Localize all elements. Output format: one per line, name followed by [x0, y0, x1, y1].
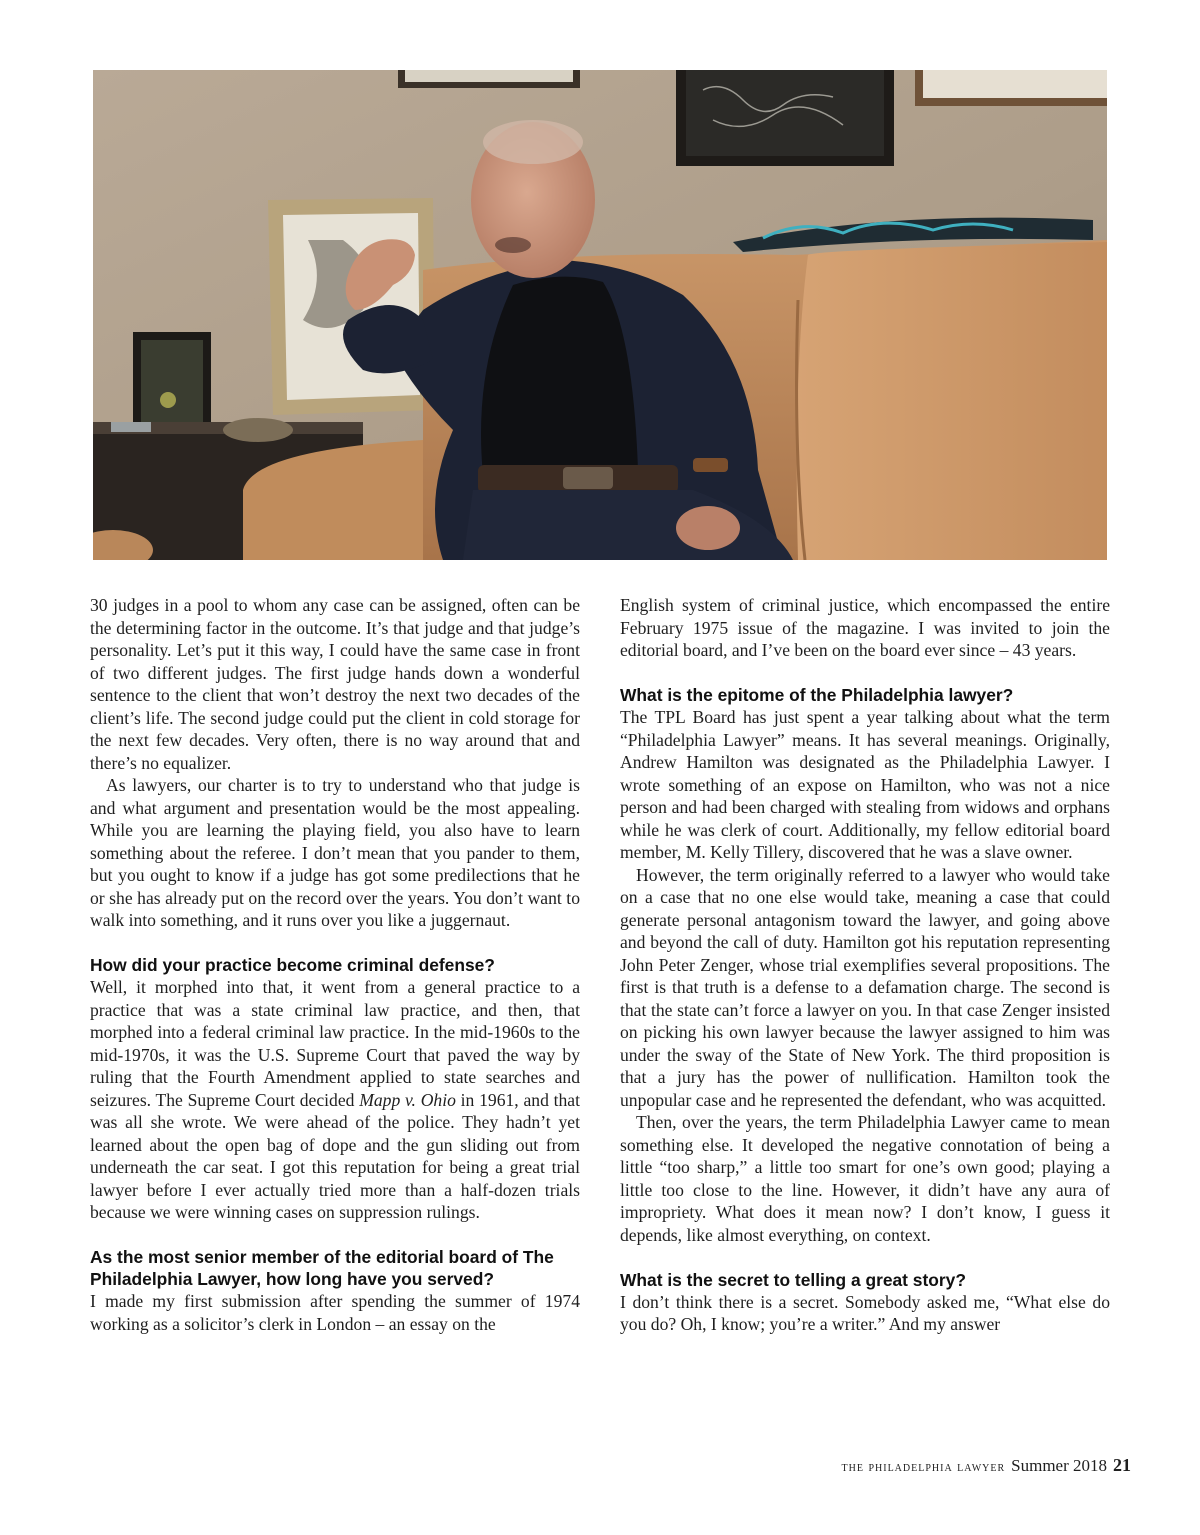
- man-shirt: [481, 277, 638, 475]
- paragraph: I don’t think there is a secret. Somebody asked me, “What else do you do? Oh, I know; you’re a writer.” And my answer: [620, 1291, 1110, 1334]
- page-number: 21: [1113, 1455, 1131, 1475]
- section-heading: How did your practice become criminal defense?: [90, 955, 495, 975]
- paragraph: 30 judges in a pool to whom any case can be assigned, often can be the determining factor in the outcome. It’s that judge and that judge’s personality. Let’s put it this way, I could have the same case in front of two different judges. The first judge hands down a wonderful sentence to the client that won’t destroy the next two decades of the client’s life. The second judge could put the client in cold storage for the next few decades. Very often, there is no way around that and there’s no equalizer.: [90, 595, 580, 773]
- paragraph: The TPL Board has just spent a year talking about what the term “Philadelphia Lawyer” means. It has several meanings. Originally, Andrew Hamilton was designated as the Philadelphia Lawyer. I wrote something of an expose on Hamilton, who was not a nice person and had been charged with stealing from widows and orphans while he was clerk of court. Additionally, my fellow editorial board member, M. Kelly Tillery, discovered that he was a slave owner.: [620, 707, 1110, 862]
- issue-label: Summer 2018: [1011, 1456, 1107, 1475]
- dish: [223, 418, 293, 442]
- paragraph: [90, 976, 580, 1224]
- paragraph-text: Well, it morphed into that, it went from a general practice to a practice that was a state criminal law practice, and then, that morphed into a federal criminal law practice. In the mid-1960s to the mid-1970s, it was the U.S. Supreme Court that paved the way by ruling that the Fourth Amendment applied to state searches and seizures. The Supreme Court decided: [90, 977, 580, 1110]
- publication-name: the philadelphia lawyer: [841, 1460, 1006, 1475]
- case-name: Mapp v. Ohio: [359, 1089, 456, 1110]
- paragraph: I made my first submission after spending the summer of 1974 working as a solicitor’s clerk in London – an essay on the: [90, 1291, 580, 1334]
- section-heading: What is the epitome of the Philadelphia lawyer?: [620, 685, 1014, 705]
- interview-photo: [93, 70, 1107, 560]
- article-column-left: [90, 594, 580, 1335]
- article-column-right: [620, 594, 1110, 1336]
- paragraph: Then, over the years, the term Philadelphia Lawyer came to mean something else. It developed the negative connotation of being a little “too sharp,” a little too smart for one’s own good; playing a little too close to the line. However, it didn’t have any aura of impropriety. What does it mean now? I don’t know, I guess it depends, like almost everything, on context.: [620, 1112, 1110, 1245]
- page-footer: [842, 1455, 1131, 1476]
- paragraph: However, the term originally referred to a lawyer who would take on a case that no one else would take, meaning a case that could generate personal antagonism toward the lawyer, and going above and beyond the call of duty. Hamilton got his reputation representing John Peter Zenger, whose trial exemplifies several propositions. The first is that truth is a defense to a defamation charge. The second is that the state can’t force a lawyer on you. In that case Zenger insisted on picking his own lawyer because the lawyer assigned to him was under the sway of the State of New York. The third proposition is that a jury has the power of nullification. Hamilton took the unpopular case and he represented the defendant, who was acquitted.: [620, 864, 1110, 1110]
- section-heading: As the most senior member of the editorial board of The Philadelphia Lawyer, how long have you served?: [90, 1247, 554, 1289]
- man-lower-hand: [676, 506, 740, 550]
- paragraph: As lawyers, our charter is to try to understand who that judge is and what argument and presentation would be the most appealing. While you are learning the playing field, you also have to learn something about the referee. I don’t mean that you pander to them, but you ought to know if a judge has got some predilections that he or she has already put on the record over the years. You don’t want to walk into something, and it runs over you like a juggernaut.: [90, 775, 580, 930]
- section-heading: What is the secret to telling a great story?: [620, 1269, 966, 1290]
- paragraph: English system of criminal justice, which encompassed the entire February 1975 issue of the magazine. I was invited to join the editorial board, and I’ve been on the board ever since – 43 years.: [620, 595, 1110, 660]
- paragraph-text: in 1961, and that was all she wrote. We were ahead of the police. They hadn’t yet learned about the open bag of dope and the gun sliding out from underneath the car seat. I got this reputation for being a great trial lawyer before I ever actually tried more than a half-dozen trials because we were winning cases on suppression rulings.: [90, 1089, 581, 1222]
